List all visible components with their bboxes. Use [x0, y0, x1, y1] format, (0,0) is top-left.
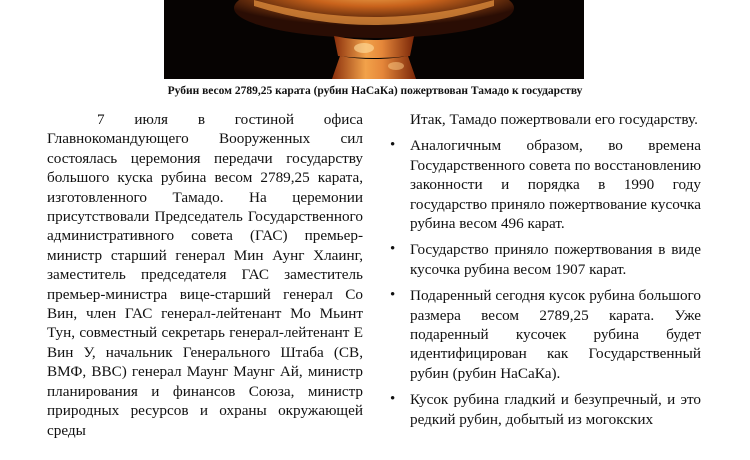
article-paragraph: 7 июля в гостиной офиса Главнокомандующего Вооруженных сил состоялась церемония передачи государству большого куска рубина весом 2789,25 карата, изготовленного Тамадо. На церемонии присутствовали Председатель Государственного административного совета (ГАС) премьер-министр старший генерал Мин Аунг Хлаинг, заместитель председателя ГАС заместитель премьер-министра вице-старший генерал Со Вин, член ГАС генерал-лейтенант Мо Мьинт Тун, совместный секретарь генерал-лейтенант Е Вин У, начальник Генерального Штаба (СВ, ВМФ, ВВС) генерал Маунг Маунг Ай, министр планирования и финансов Союза, министр природных ресурсов и охраны окружающей среды [47, 111, 363, 439]
bullet-icon: • [390, 137, 396, 154]
photo-caption: Рубин весом 2789,25 карата (рубин НаСаКа) пожертвован Тамадо к государству [167, 85, 583, 97]
list-item [388, 240, 701, 279]
list-item-text: Аналогичным образом, во времена Государственного совета по восстановлению законности и порядка в 1990 году государство приняло пожертвование кусочка рубина весом 496 карат. [410, 137, 701, 233]
ruby-photo [164, 0, 584, 79]
bullet-icon: • [390, 241, 396, 258]
right-column [388, 110, 701, 429]
bullet-list [388, 136, 701, 429]
bullet-icon: • [390, 391, 396, 408]
paragraph-continuation: Итак, Тамадо пожертвовали его государству. [410, 111, 698, 128]
list-item [388, 286, 701, 383]
list-item-text: Кусок рубина гладкий и безупречный, и это редкий рубин, добытый из могокских [410, 391, 701, 428]
ruby-photo-icon [164, 0, 584, 79]
list-item [388, 136, 701, 233]
bullet-icon: • [390, 287, 396, 304]
list-item-text: Государство приняло пожертвования в виде кусочка рубина весом 1907 карат. [410, 241, 701, 278]
left-column [47, 110, 363, 440]
list-item [388, 390, 701, 429]
list-item-text: Подаренный сегодня кусок рубина большого размера весом 2789,25 карата. Уже подаренный кусочек рубина будет идентифицирован как Государственный рубин (рубин НаСаКа). [410, 287, 701, 382]
